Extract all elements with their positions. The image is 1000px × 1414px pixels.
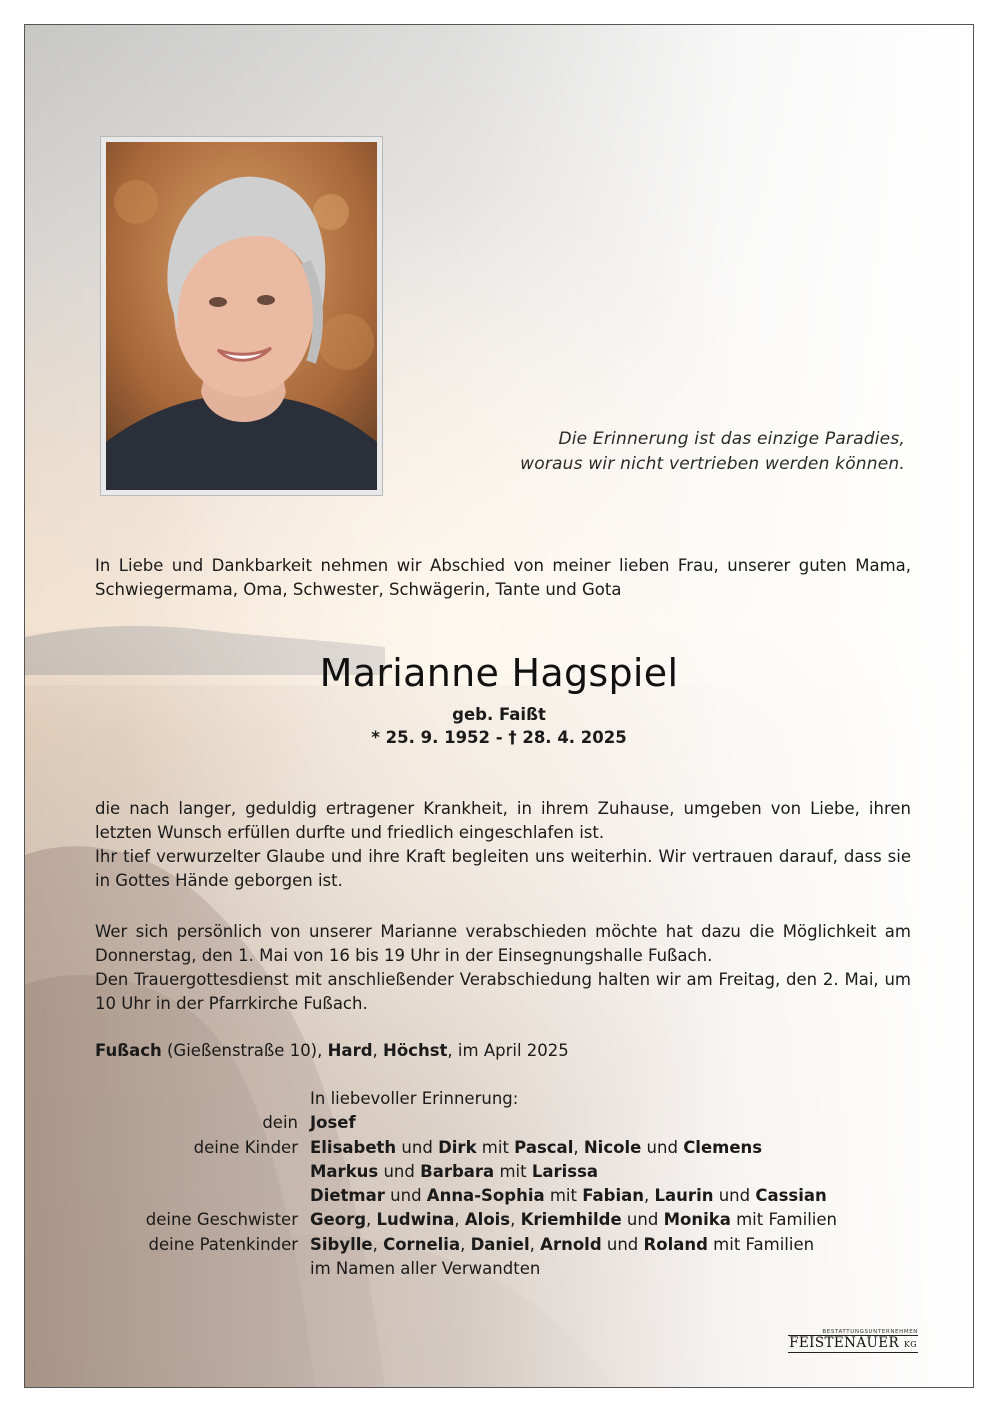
mourner-name: Dirk	[438, 1137, 477, 1157]
paragraph-text: Wer sich persönlich von unserer Marianne verabschieden möchte hat dazu die Möglichkeit am Donnerstag, den 1. Mai von 16 bis 19 Uhr in der Einsegnungshalle Fußach.	[95, 922, 911, 965]
mourner-row	[95, 1111, 915, 1135]
mourner-relation	[95, 1160, 310, 1184]
place-town: Höchst	[383, 1041, 448, 1060]
obituary-card	[24, 24, 974, 1388]
paragraph-text: Ihr tief verwurzelter Glaube und ihre Kraft begleiten uns weiterhin. Wir vertrauen darauf, dass sie in Gottes Hände geborgen ist.	[95, 847, 911, 890]
mourner-name: Alois	[464, 1210, 511, 1230]
mourner-name: Elisabeth	[310, 1137, 397, 1157]
mourner-name: Nicole	[583, 1137, 642, 1157]
mourner-relation: deine Kinder	[193, 1137, 298, 1157]
mourner-name: Roland	[643, 1234, 708, 1254]
mourner-connector: mit Familien	[707, 1234, 815, 1254]
mourner-connector: ,	[510, 1210, 521, 1230]
mourner-name: Dietmar	[310, 1186, 385, 1206]
place-date-line	[95, 1039, 569, 1063]
mourner-relation	[95, 1184, 310, 1208]
mourner-row	[95, 1136, 915, 1160]
logo-wordmark	[788, 1335, 918, 1353]
mourner-name: Josef	[310, 1113, 356, 1133]
deceased-name: Marianne Hagspiel	[319, 651, 679, 695]
mourner-name: Georg	[310, 1210, 367, 1230]
mourner-connector: mit	[494, 1161, 532, 1181]
portrait-photo	[100, 136, 383, 496]
mourner-row	[95, 1184, 915, 1208]
mourner-connector: mit	[476, 1137, 515, 1157]
mourner-connector: ,	[529, 1234, 541, 1254]
mourner-connector: und	[378, 1161, 421, 1181]
mourner-relation	[95, 1257, 310, 1281]
intro-text: In Liebe und Dankbarkeit nehmen wir Abschied von meiner lieben Frau, unserer guten Mama, Schwiegermama, Oma, Schwester, Schwägerin, Tante und Gota	[95, 556, 911, 599]
mourner-name: Cassian	[755, 1186, 827, 1206]
mourner-connector: und	[621, 1210, 664, 1230]
portrait-image	[106, 142, 377, 490]
mourner-name: Anna-Sophia	[426, 1186, 545, 1206]
mourner-names	[310, 1111, 915, 1135]
mourner-relation: deine Geschwister	[145, 1210, 298, 1230]
mourner-name: Cornelia	[383, 1234, 461, 1254]
quote	[520, 427, 905, 477]
place-town: Hard	[327, 1041, 373, 1060]
mourner-row	[95, 1257, 915, 1281]
quote-line-2: woraus wir nicht vertrieben werden können.	[520, 454, 905, 474]
paragraph-arrangements	[95, 920, 911, 1016]
mourner-connector: ,	[573, 1137, 584, 1157]
mourner-name: Monika	[663, 1210, 731, 1230]
mourner-name: Fabian	[582, 1186, 645, 1206]
mourner-connector: mit Familien	[730, 1210, 837, 1230]
mourner-connector: ,	[460, 1234, 471, 1254]
place-separator: ,	[372, 1041, 384, 1060]
mourner-name: Kriemhilde	[520, 1210, 622, 1230]
mourners-heading: In liebevoller Erinnerung:	[310, 1089, 519, 1108]
mourner-name: Pascal	[514, 1137, 574, 1157]
place-date: , im April 2025	[447, 1041, 569, 1060]
mourner-name: Markus	[310, 1161, 379, 1181]
logo-suffix: KG	[903, 1340, 917, 1349]
mourner-relation: deine Patenkinder	[148, 1234, 298, 1254]
mourner-connector: und	[641, 1137, 684, 1157]
mourner-name: Sibylle	[310, 1234, 373, 1254]
mourner-name: Ludwina	[376, 1210, 455, 1230]
mourner-connector: und	[384, 1186, 427, 1206]
mourner-connector: und	[396, 1137, 439, 1157]
mourner-relation: dein	[262, 1113, 298, 1133]
place-town: Fußach	[95, 1041, 162, 1060]
mourner-connector: ,	[644, 1186, 655, 1206]
mourner-connector: ,	[454, 1210, 465, 1230]
mourner-row	[95, 1160, 915, 1184]
birth-name: geb. Faißt	[452, 705, 546, 724]
mourner-names	[310, 1160, 915, 1184]
funeral-home-logo	[788, 1329, 918, 1353]
mourner-connector: mit	[544, 1186, 583, 1206]
life-dates: * 25. 9. 1952 - † 28. 4. 2025	[371, 728, 627, 747]
mourner-names	[310, 1208, 915, 1232]
mourner-row	[95, 1233, 915, 1257]
paragraph-text: die nach langer, geduldig ertragener Krankheit, in ihrem Zuhause, umgeben von Liebe, ihren letzten Wunsch erfüllen durfte und friedlich eingeschlafen ist.	[95, 799, 911, 842]
mourner-names	[310, 1233, 915, 1257]
mourner-name: Arnold	[540, 1234, 602, 1254]
mourner-connector: und	[601, 1234, 644, 1254]
logo-name: FEISTENAUER	[789, 1335, 900, 1351]
mourner-name: Barbara	[420, 1161, 495, 1181]
mourner-names	[310, 1257, 915, 1281]
mourners-heading-row	[95, 1087, 915, 1111]
mourner-name: Larissa	[531, 1161, 599, 1181]
paragraph-text: Den Trauergottesdienst mit anschließender Verabschiedung halten wir am Freitag, den 2. Mai, um 10 Uhr in der Pfarrkirche Fußach.	[95, 970, 911, 1013]
mourner-row	[95, 1208, 915, 1232]
mourner-name: Daniel	[470, 1234, 530, 1254]
paragraph-illness	[95, 797, 911, 893]
mourner-connector: im Namen aller Verwandten	[310, 1259, 541, 1279]
logo-subtitle: BESTATTUNGSUNTERNEHMEN	[822, 1329, 918, 1335]
mourner-connector: ,	[372, 1234, 384, 1254]
mourners-list	[95, 1087, 915, 1281]
place-address: (Gießenstraße 10),	[161, 1041, 328, 1060]
quote-line-1: Die Erinnerung ist das einzige Paradies,	[558, 429, 905, 449]
mourner-names	[310, 1184, 915, 1208]
mourner-names	[310, 1136, 915, 1160]
mourner-connector: ,	[366, 1210, 377, 1230]
mourner-name: Laurin	[654, 1186, 714, 1206]
mourner-connector: und	[713, 1186, 756, 1206]
mourner-name: Clemens	[683, 1137, 763, 1157]
